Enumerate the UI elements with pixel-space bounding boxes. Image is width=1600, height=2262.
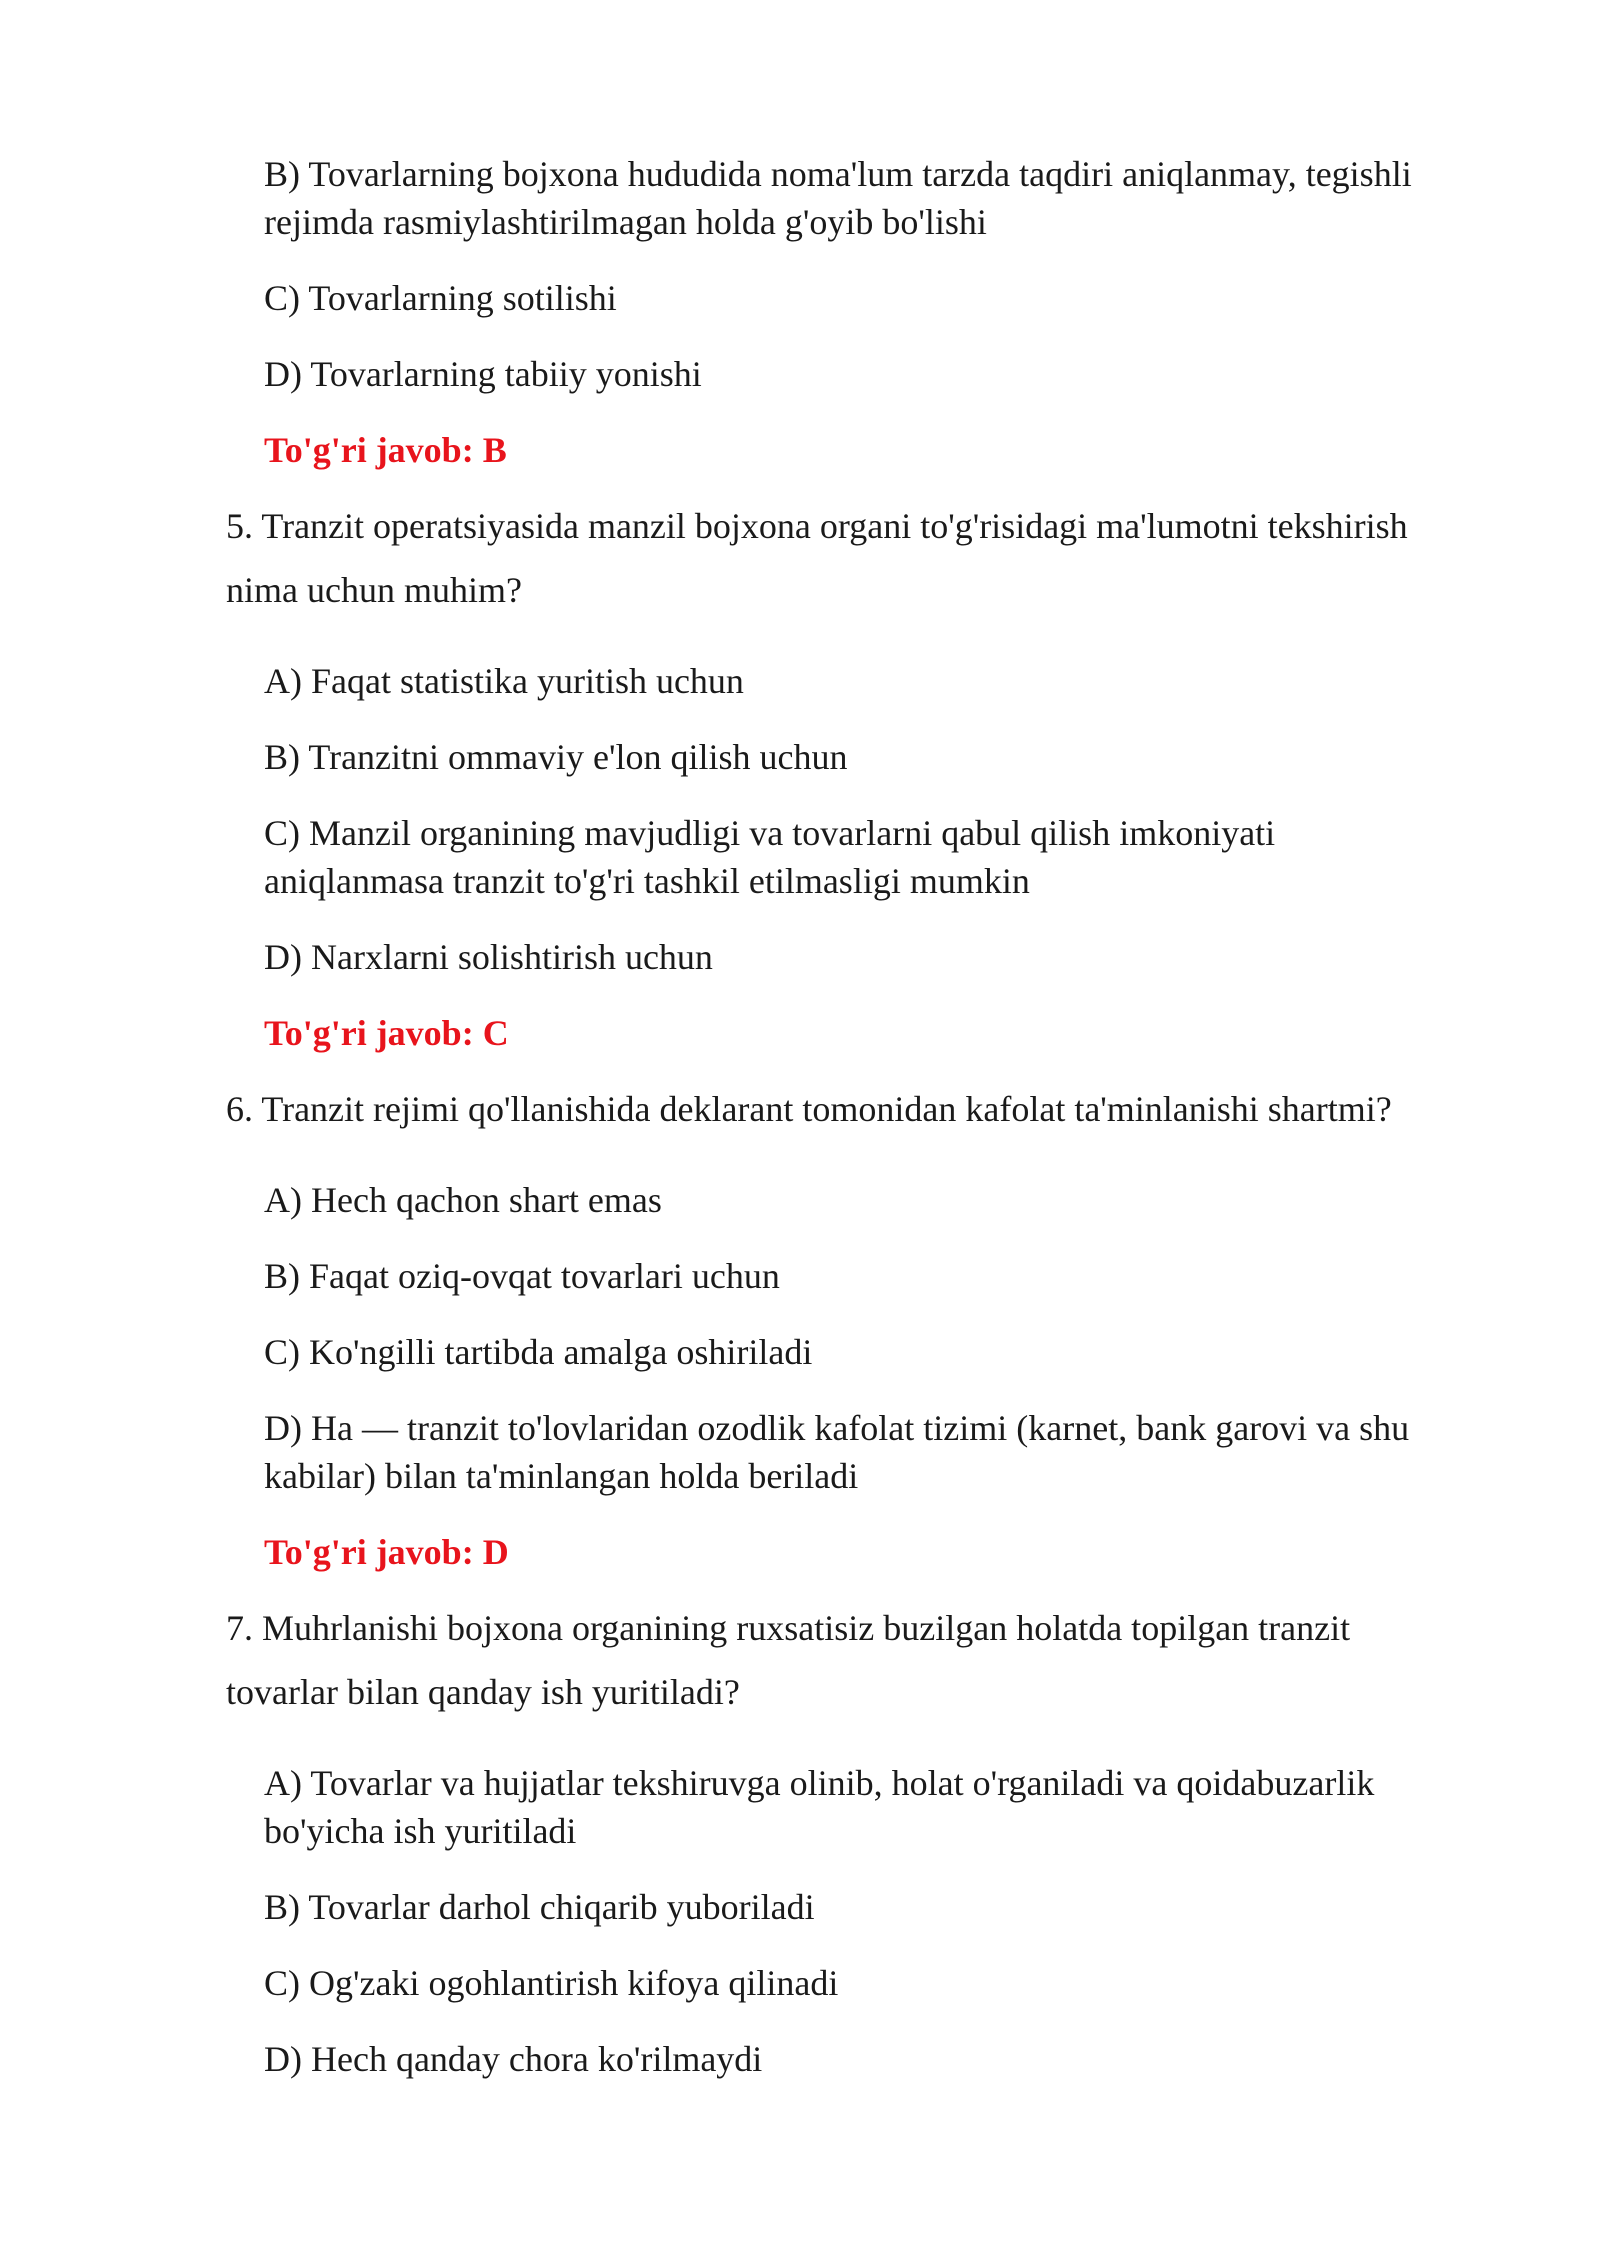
q5-option-a: A) Faqat statistika yuritish uchun [264, 661, 744, 701]
q6-option-c: C) Ko'ngilli tartibda amalga oshiriladi [264, 1332, 813, 1372]
q6-option-b: B) Faqat oziq-ovqat tovarlari uchun [264, 1256, 780, 1296]
q7-option-a-line2: bo'yicha ish yuritiladi [264, 1811, 577, 1851]
q7-question-line1: 7. Muhrlanishi bojxona organining ruxsatisiz buzilgan holatda topilgan tranzit [226, 1608, 1351, 1648]
q5-option-b: B) Tranzitni ommaviy e'lon qilish uchun [264, 737, 848, 777]
q7-option-d: D) Hech qanday chora ko'rilmaydi [264, 2039, 763, 2079]
q7-question-line2: tovarlar bilan qanday ish yuritiladi? [226, 1672, 740, 1712]
q4-option-c: C) Tovarlarning sotilishi [264, 278, 617, 318]
q4-option-d: D) Tovarlarning tabiiy yonishi [264, 354, 702, 394]
q5-option-c-line2: aniqlanmasa tranzit to'g'ri tashkil etilmasligi mumkin [264, 861, 1030, 901]
q6-option-d-line2: kabilar) bilan ta'minlangan holda beriladi [264, 1456, 859, 1496]
q6-question-line1: 6. Tranzit rejimi qo'llanishida deklarant tomonidan kafolat ta'minlanishi shartmi? [226, 1089, 1392, 1129]
q4-correct-answer: To'g'ri javob: B [264, 430, 507, 470]
q6-option-a: A) Hech qachon shart emas [264, 1180, 662, 1220]
q4-option-b-line1: B) Tovarlarning bojxona hududida noma'lum tarzda taqdiri aniqlanmay, tegishli [264, 154, 1412, 194]
q4-option-b-line2: rejimda rasmiylashtirilmagan holda g'oyib bo'lishi [264, 202, 987, 242]
q5-option-c-line1: C) Manzil organining mavjudligi va tovarlarni qabul qilish imkoniyati [264, 813, 1276, 853]
q7-option-a-line1: A) Tovarlar va hujjatlar tekshiruvga olinib, holat o'rganiladi va qoidabuzarlik [264, 1763, 1375, 1803]
q5-question-line2: nima uchun muhim? [226, 570, 522, 610]
q7-option-c: C) Og'zaki ogohlantirish kifoya qilinadi [264, 1963, 839, 2003]
q5-option-d: D) Narxlarni solishtirish uchun [264, 937, 713, 977]
q6-correct-answer: To'g'ri javob: D [264, 1532, 509, 1572]
q5-question-line1: 5. Tranzit operatsiyasida manzil bojxona organi to'g'risidagi ma'lumotni tekshirish [226, 506, 1408, 546]
q7-option-b: B) Tovarlar darhol chiqarib yuboriladi [264, 1887, 815, 1927]
q5-correct-answer: To'g'ri javob: C [264, 1013, 509, 1053]
q6-option-d-line1: D) Ha — tranzit to'lovlaridan ozodlik kafolat tizimi (karnet, bank garovi va shu [264, 1408, 1410, 1448]
